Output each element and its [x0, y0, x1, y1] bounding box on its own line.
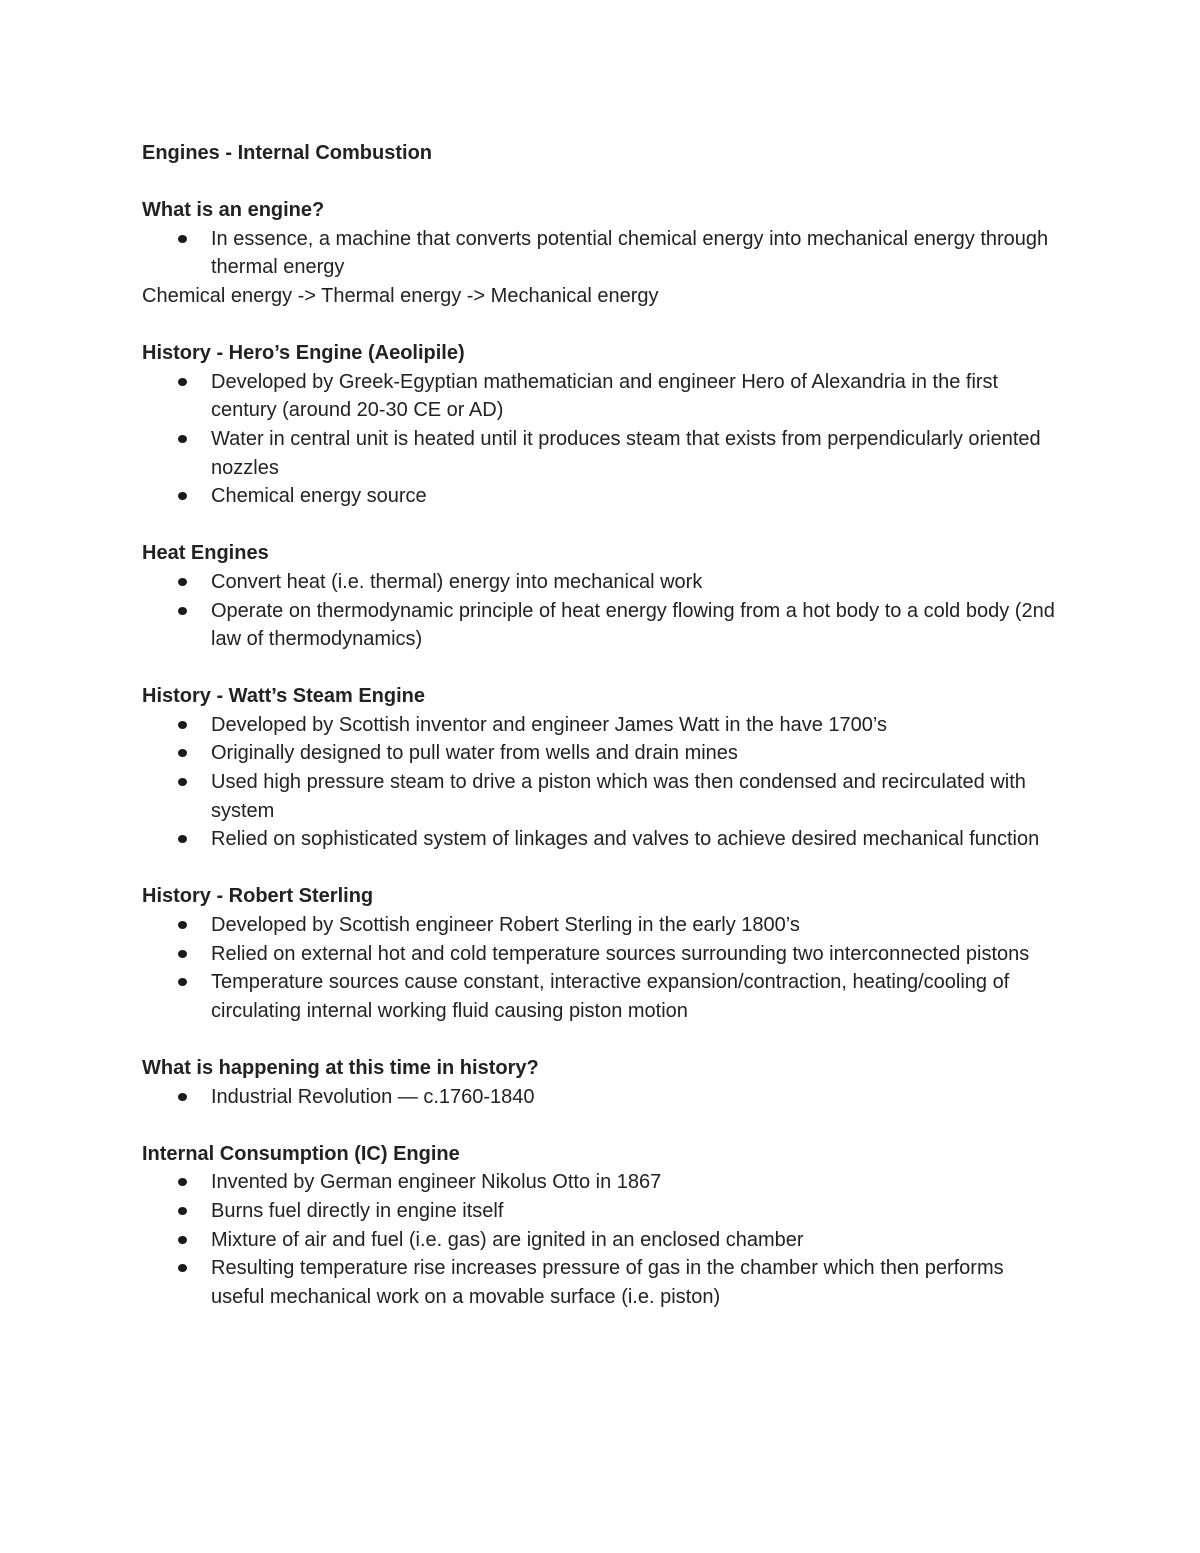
list-item: [142, 597, 1062, 654]
list-item: [142, 711, 1062, 740]
list-item-text: Originally designed to pull water from wells and drain mines: [211, 742, 738, 765]
bullet-icon: [178, 1178, 187, 1186]
section-heading: Internal Consumption (IC) Engine: [142, 1142, 460, 1165]
list-item-text: Operate on thermodynamic principle of heat energy flowing from a hot body to a cold body (2nd law of thermodynamics): [211, 599, 1055, 651]
section-robert-sterling: [142, 882, 1062, 1025]
list-item-text: Temperature sources cause constant, interactive expansion/contraction, heating/cooling of circulating internal working fluid causing piston motion: [211, 971, 1010, 1022]
section-history-context: [142, 1054, 1062, 1111]
section-ic-engine: [142, 1140, 1062, 1312]
bullet-list: [142, 225, 1062, 282]
list-item: [142, 940, 1062, 969]
list-item: [142, 482, 1062, 511]
list-item-text: Invented by German engineer Nikolus Otto in 1867: [211, 1171, 662, 1194]
bullet-icon: [178, 235, 187, 243]
list-item-text: Used high pressure steam to drive a piston which was then condensed and recirculated with system: [211, 771, 1026, 822]
section-watts-steam-engine: [142, 682, 1062, 854]
bullet-icon: [178, 921, 187, 929]
bullet-icon: [178, 1207, 187, 1215]
list-item: [142, 1226, 1062, 1255]
bullet-icon: [178, 1264, 187, 1272]
bullet-list: [142, 711, 1062, 854]
list-item-text: Developed by Scottish engineer Robert Sterling in the early 1800’s: [211, 914, 800, 937]
bullet-icon: [178, 950, 187, 958]
list-item-text: Relied on external hot and cold temperature sources surrounding two interconnected pistons: [211, 942, 1030, 965]
section-heading: History - Hero’s Engine (Aeolipile): [142, 342, 465, 365]
section-heading: History - Robert Sterling: [142, 885, 374, 908]
bullet-icon: [178, 835, 187, 843]
section-heat-engines: [142, 539, 1062, 653]
list-item: [142, 1168, 1062, 1197]
list-item-text: Water in central unit is heated until it produces steam that exists from perpendicularly oriented nozzles: [211, 427, 1041, 479]
bullet-icon: [178, 778, 187, 786]
bullet-list: [142, 568, 1062, 654]
bullet-icon: [178, 1236, 187, 1244]
bullet-list: [142, 368, 1062, 511]
list-item-text: Industrial Revolution — c.1760-1840: [211, 1085, 535, 1108]
bullet-icon: [178, 978, 187, 986]
list-item-text: Chemical energy source: [211, 485, 427, 508]
section-what-is-an-engine: [142, 196, 1062, 310]
bullet-icon: [178, 749, 187, 757]
list-item: [142, 1254, 1062, 1311]
list-item-text: Developed by Greek-Egyptian mathematician and engineer Hero of Alexandria in the first century (around 20-30 CE or AD): [211, 370, 999, 422]
bullet-icon: [178, 607, 187, 615]
list-item: [142, 1197, 1062, 1226]
bullet-list: [142, 911, 1062, 1025]
list-item: [142, 739, 1062, 768]
document-title: Engines - Internal Combustion: [142, 142, 433, 164]
bullet-icon: [178, 578, 187, 586]
document-body: [142, 139, 1062, 1311]
list-item: [142, 368, 1062, 425]
list-item-text: Resulting temperature rise increases pressure of gas in the chamber which then performs useful mechanical work on a movable surface (i.e. piston): [211, 1257, 1004, 1308]
list-item-text: Developed by Scottish inventor and engineer James Watt in the have 1700’s: [211, 713, 887, 736]
section-heading: What is an engine?: [142, 199, 325, 222]
bullet-icon: [178, 1093, 187, 1101]
list-item: [142, 768, 1062, 825]
list-item-text: Mixture of air and fuel (i.e. gas) are ignited in an enclosed chamber: [211, 1228, 804, 1251]
bullet-list: [142, 1083, 1062, 1112]
energy-chain-text: Chemical energy -> Thermal energy -> Mechanical energy: [142, 284, 659, 307]
list-item: [142, 425, 1062, 482]
list-item: [142, 568, 1062, 597]
list-item: [142, 968, 1062, 1025]
section-heading: History - Watt’s Steam Engine: [142, 685, 426, 708]
section-heading: Heat Engines: [142, 542, 269, 565]
bullet-icon: [178, 492, 187, 500]
list-item-text: Burns fuel directly in engine itself: [211, 1199, 504, 1222]
list-item: [142, 1083, 1062, 1112]
list-item-text: Relied on sophisticated system of linkages and valves to achieve desired mechanical function: [211, 828, 1040, 851]
list-item: [142, 225, 1062, 282]
section-heading: What is happening at this time in history?: [142, 1057, 539, 1079]
list-item: [142, 825, 1062, 854]
list-item-text: Convert heat (i.e. thermal) energy into mechanical work: [211, 570, 703, 593]
bullet-icon: [178, 721, 187, 729]
list-item-text: In essence, a machine that converts potential chemical energy into mechanical energy through thermal energy: [211, 227, 1049, 279]
bullet-icon: [178, 435, 187, 443]
list-item: [142, 911, 1062, 940]
section-heros-engine: [142, 339, 1062, 511]
bullet-icon: [178, 378, 187, 386]
bullet-list: [142, 1168, 1062, 1311]
